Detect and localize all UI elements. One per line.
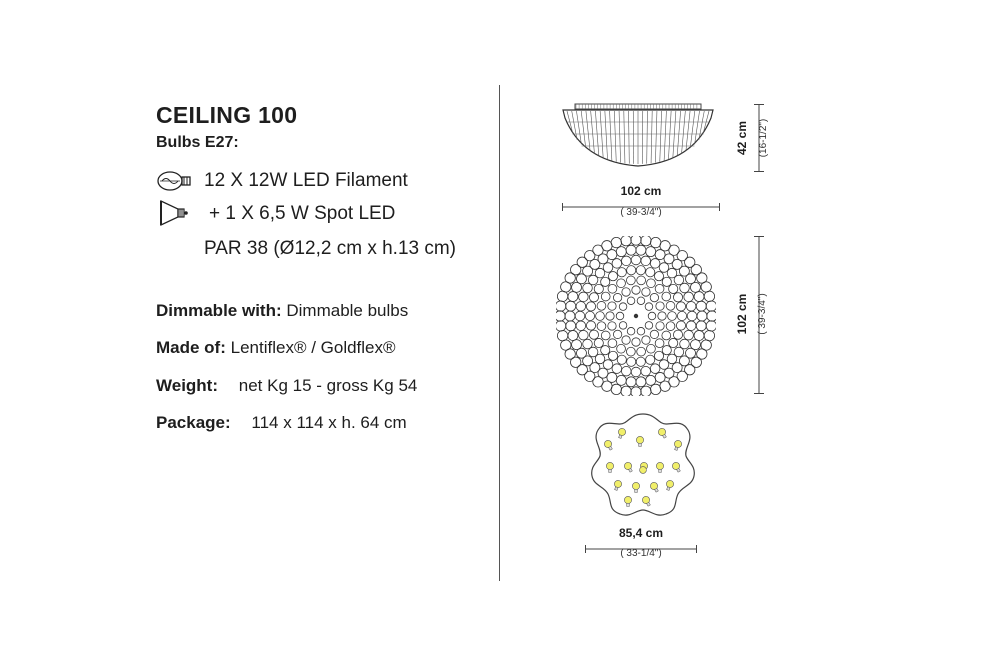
side-width-dimension [562,184,720,198]
vertical-divider [499,85,500,581]
bulb-spot-text: + 1 X 6,5 W Spot LED [209,203,396,224]
filament-bulb-icon [156,170,194,197]
side-width-imperial-value: ( 39-3/4") [620,207,662,218]
side-width-value: 102 cm [620,184,662,198]
side-height-dimension [735,103,749,173]
spot-bulb-icon [158,199,192,232]
side-width-imperial [562,207,720,218]
side-height-imperial [758,103,769,173]
spec-package [156,413,407,433]
spec-package-label: Package: [156,413,231,432]
bulb-par-text: PAR 38 (Ø12,2 cm x h.13 cm) [204,238,457,259]
spec-dimmable-label: Dimmable with: [156,301,282,320]
spec-weight [156,376,417,396]
spec-dimmable-value: Dimmable bulbs [286,301,409,320]
base-width-dimension [585,526,697,540]
bulbs-label: Bulbs E27: [156,134,239,151]
product-title: CEILING 100 [156,102,298,128]
base-width-imperial [585,548,697,559]
bulb-filament-text: 12 X 12W LED Filament [204,170,408,191]
side-height-imperial-value: (16-1/2") [758,118,769,158]
top-view-drawing [556,236,716,401]
top-height-dimension [735,274,749,354]
spec-made-of [156,338,396,358]
top-height-imperial-value: ( 39-3/4") [757,293,768,335]
spec-dimmable [156,301,408,321]
spec-package-value: 114 x 114 x h. 64 cm [251,413,407,432]
side-height-value: 42 cm [735,120,749,156]
top-height-imperial [757,274,768,354]
side-view-drawing [553,96,733,181]
base-width-value: 85,4 cm [618,526,664,540]
spec-weight-label: Weight: [156,376,219,395]
base-width-imperial-value: ( 33-1/4") [620,548,662,559]
spec-made-label: Made of: [156,338,226,357]
spec-weight-value: net Kg 15 - gross Kg 54 [238,376,418,395]
top-height-value: 102 cm [735,293,749,335]
base-view-drawing [588,410,698,525]
spec-made-value: Lentiflex® / Goldflex® [230,338,396,357]
